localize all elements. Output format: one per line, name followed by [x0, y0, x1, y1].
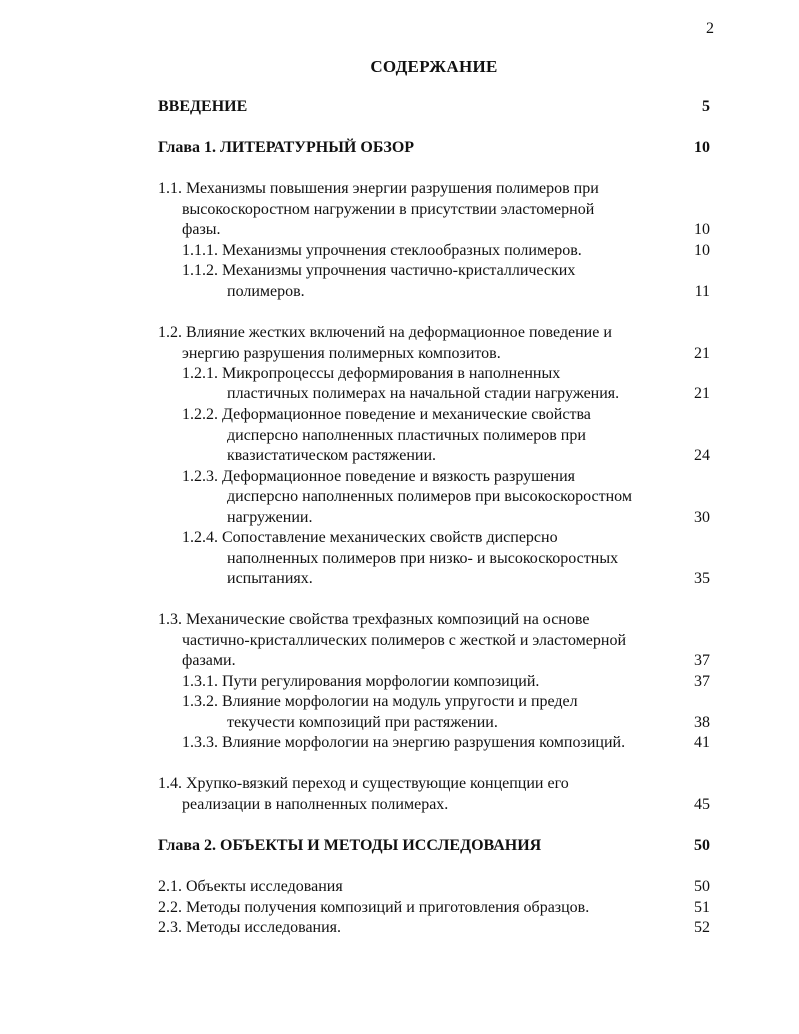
- toc-entry-text: нагружении.: [227, 509, 313, 526]
- toc-entry-text: 1.2.2. Деформационное поведение и механические свойства: [182, 406, 591, 423]
- toc-entry-1-3-2-line-1[interactable]: [0, 691, 799, 712]
- toc-entry-text: 1.3.1. Пути регулирования морфологии композиций.: [182, 673, 540, 690]
- toc-entry-text: пластичных полимерах на начальной стадии нагружения.: [227, 385, 620, 402]
- toc-entry-page: 50: [694, 878, 710, 895]
- toc-entry-2-2[interactable]: [0, 897, 799, 918]
- toc-entry-1-3-line-1[interactable]: [0, 609, 799, 630]
- toc-entry-text: квазистатическом растяжении.: [227, 447, 437, 464]
- toc-entry-page: 52: [694, 919, 710, 936]
- page-number: 2: [706, 20, 714, 37]
- toc-entry-text: 1.2.4. Сопоставление механических свойств дисперсно: [182, 529, 558, 546]
- toc-entry-text: фазами.: [182, 652, 236, 669]
- toc-entry-page: 37: [694, 652, 710, 669]
- toc-entry-1-4-line-1[interactable]: [0, 773, 799, 794]
- toc-entry-page: 21: [694, 385, 710, 402]
- toc-entry-page: 21: [694, 345, 710, 362]
- toc-entry-text: 1.4. Хрупко-вязкий переход и существующие концепции его: [158, 775, 569, 792]
- toc-entry-text: 1.3. Механические свойства трехфазных композиций на основе: [158, 611, 590, 628]
- toc-entry-page: 30: [694, 509, 710, 526]
- toc-entry-text: наполненных полимеров при низко- и высокоскоростных: [227, 550, 619, 567]
- toc-entry-page: 10: [694, 139, 710, 156]
- toc-entry-text: 2.1. Объекты исследования: [158, 878, 343, 895]
- toc-entry-1-2-3-line-2[interactable]: [0, 486, 799, 507]
- toc-entry-1-1-2-line-2[interactable]: [0, 281, 799, 302]
- toc-entry-page: 38: [694, 714, 710, 731]
- toc-entry-text: реализации в наполненных полимерах.: [182, 796, 449, 813]
- toc-entry-text: 1.1.1. Механизмы упрочнения стеклообразных полимеров.: [182, 242, 582, 259]
- toc-entry-chapter-1[interactable]: [0, 137, 799, 158]
- toc-entry-1-4-line-2[interactable]: [0, 794, 799, 815]
- toc-entry-chapter-2[interactable]: [0, 835, 799, 856]
- toc-entry-1-3-line-3[interactable]: [0, 650, 799, 671]
- toc-entry-1-2-4-line-3[interactable]: [0, 568, 799, 589]
- toc-entry-1-3-line-2[interactable]: [0, 630, 799, 651]
- toc-entry-1-1-1[interactable]: [0, 240, 799, 261]
- toc-entry-1-2-2-line-1[interactable]: [0, 404, 799, 425]
- toc-entry-page: 10: [694, 242, 710, 259]
- toc-entry-page: 11: [694, 283, 710, 300]
- toc-entry-text: 1.2. Влияние жестких включений на деформационное поведение и: [158, 324, 612, 341]
- toc-entry-text: испытаниях.: [227, 570, 313, 587]
- toc-entry-text: полимеров.: [227, 283, 305, 300]
- toc-entry-1-2-line-1[interactable]: [0, 322, 799, 343]
- toc-entry-1-1-line-1[interactable]: [0, 178, 799, 199]
- toc-entry-page: 51: [694, 899, 710, 916]
- toc-entry-1-2-2-line-2[interactable]: [0, 425, 799, 446]
- toc-entry-text: 1.3.2. Влияние морфологии на модуль упругости и предел: [182, 693, 578, 710]
- toc-entry-1-3-2-line-2[interactable]: [0, 712, 799, 733]
- toc-entry-text: 1.3.3. Влияние морфологии на энергию разрушения композиций.: [182, 734, 626, 751]
- toc-entry-1-2-4-line-1[interactable]: [0, 527, 799, 548]
- toc-entry-1-1-line-3[interactable]: [0, 219, 799, 240]
- toc-entry-1-2-line-2[interactable]: [0, 343, 799, 364]
- toc-entry-text: частично-кристаллических полимеров с жесткой и эластомерной: [182, 632, 627, 649]
- toc-entry-text: фазы.: [182, 221, 221, 238]
- toc-entry-text: 1.2.1. Микропроцессы деформирования в наполненных: [182, 365, 561, 382]
- toc-entry-text: Глава 2. ОБЪЕКТЫ И МЕТОДЫ ИССЛЕДОВАНИЯ: [158, 837, 542, 854]
- toc-entry-text: дисперсно наполненных пластичных полимеров при: [227, 427, 586, 444]
- toc-entry-text: 1.1.2. Механизмы упрочнения частично-кристаллических: [182, 262, 576, 279]
- toc-entry-1-2-3-line-3[interactable]: [0, 507, 799, 528]
- toc-entry-page: 45: [694, 796, 710, 813]
- toc-entry-page: 24: [694, 447, 710, 464]
- toc-entry-text: ВВЕДЕНИЕ: [158, 98, 248, 115]
- toc-entry-text: дисперсно наполненных полимеров при высокоскоростном: [227, 488, 632, 505]
- toc-entry-2-3[interactable]: [0, 917, 799, 938]
- toc-entry-page: 35: [694, 570, 710, 587]
- page-title: СОДЕРЖАНИЕ: [370, 57, 498, 76]
- toc-entry-text: Глава 1. ЛИТЕРАТУРНЫЙ ОБЗОР: [158, 139, 415, 156]
- toc-entry-text: текучести композиций при растяжении.: [227, 714, 498, 731]
- toc-entry-1-2-1-line-1[interactable]: [0, 363, 799, 384]
- toc-entry-1-1-2-line-1[interactable]: [0, 260, 799, 281]
- toc-entry-1-1-line-2[interactable]: [0, 199, 799, 220]
- toc-entry-text: высокоскоростном нагружении в присутствии эластомерной: [182, 201, 595, 218]
- toc-entry-1-2-1-line-2[interactable]: [0, 383, 799, 404]
- toc-entry-introduction[interactable]: [0, 96, 799, 117]
- toc-entry-page: 41: [694, 734, 710, 751]
- toc-entry-1-3-3[interactable]: [0, 732, 799, 753]
- toc-entry-1-2-2-line-3[interactable]: [0, 445, 799, 466]
- toc-entry-text: 1.2.3. Деформационное поведение и вязкость разрушения: [182, 468, 576, 485]
- toc-entry-1-2-4-line-2[interactable]: [0, 548, 799, 569]
- toc-entry-text: 2.2. Методы получения композиций и приготовления образцов.: [158, 899, 590, 916]
- toc-entry-page: 37: [694, 673, 710, 690]
- toc-entry-page: 10: [694, 221, 710, 238]
- toc-entry-page: 50: [694, 837, 710, 854]
- toc-entry-1-3-1[interactable]: [0, 671, 799, 692]
- toc-entry-text: 1.1. Механизмы повышения энергии разрушения полимеров при: [158, 180, 599, 197]
- toc-entry-1-2-3-line-1[interactable]: [0, 466, 799, 487]
- toc-entry-text: энергию разрушения полимерных композитов.: [182, 345, 501, 362]
- toc-entry-2-1[interactable]: [0, 876, 799, 897]
- toc-entry-text: 2.3. Методы исследования.: [158, 919, 342, 936]
- toc-entry-page: 5: [702, 98, 710, 115]
